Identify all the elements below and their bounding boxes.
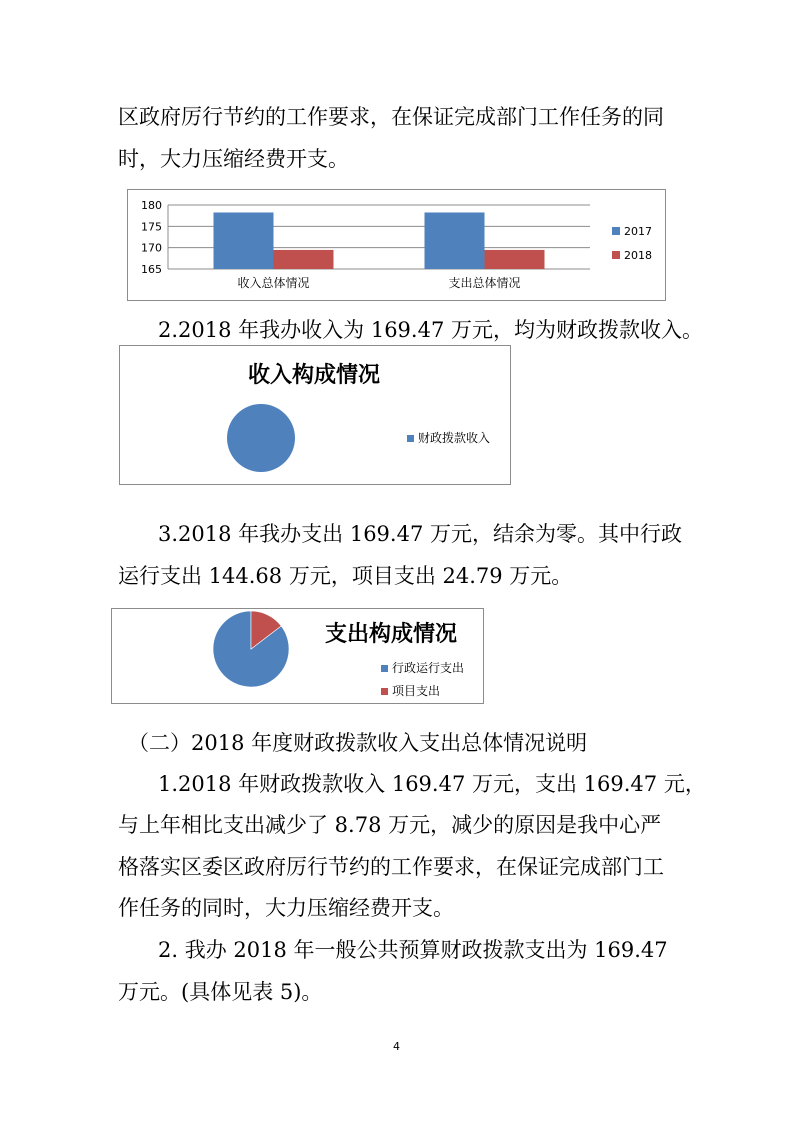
bar-2017 <box>425 212 485 269</box>
bar-chart-canvas <box>128 190 667 302</box>
pie-chart-income <box>119 345 511 485</box>
legend-swatch <box>381 665 388 672</box>
paragraph-line: 格落实区委区政府厉行节约的工作要求，在保证完成部门工 <box>118 855 664 879</box>
bar-chart-income-expense <box>127 189 666 301</box>
y-tick-label: 180 <box>141 199 162 212</box>
paragraph-line: 3.2018 年我办支出 169.47 万元，结余为零。其中行政 <box>158 522 682 546</box>
legend-swatch <box>612 227 620 235</box>
pie-chart-expense-canvas <box>112 609 485 705</box>
page-number: 4 <box>393 1040 400 1053</box>
chart-title: 收入构成情况 <box>247 363 381 388</box>
bar-2017 <box>214 212 274 269</box>
x-category-label: 收入总体情况 <box>237 276 310 290</box>
legend-swatch <box>407 435 414 442</box>
legend-swatch <box>612 251 620 259</box>
chart-title: 支出构成情况 <box>325 622 458 647</box>
paragraph-line: 与上年相比支出减少了 8.78 万元，减少的原因是我中心严 <box>118 813 662 837</box>
legend-label: 行政运行支出 <box>392 661 465 675</box>
legend-label: 项目支出 <box>392 684 441 698</box>
pie-chart-income-canvas <box>120 346 512 486</box>
y-tick-label: 170 <box>141 241 162 255</box>
legend-label: 财政拨款收入 <box>418 431 491 445</box>
legend-swatch <box>381 688 388 695</box>
legend-label: 2018 <box>624 249 652 262</box>
legend-label: 2017 <box>624 225 652 238</box>
paragraph-line: 2.2018 年我办收入为 169.47 万元，均为财政拨款收入。 <box>158 318 703 342</box>
y-tick-label: 165 <box>141 263 162 276</box>
paragraph-line: 时，大力压缩经费开支。 <box>118 147 349 171</box>
pie-slice <box>227 404 295 472</box>
section-heading: （二）2018 年度财政拨款收入支出总体情况说明 <box>128 731 588 755</box>
pie-chart-expense <box>111 608 484 704</box>
x-category-label: 支出总体情况 <box>448 276 521 290</box>
paragraph-line: 万元。(具体见表 5)。 <box>118 980 323 1004</box>
paragraph-line: 1.2018 年财政拨款收入 169.47 万元，支出 169.47 元， <box>158 772 706 796</box>
paragraph-line: 区政府厉行节约的工作要求，在保证完成部门工作任务的同 <box>118 105 664 129</box>
bar-2018 <box>485 250 545 269</box>
bar-2018 <box>274 250 334 269</box>
y-tick-label: 175 <box>141 220 162 234</box>
paragraph-line: 2. 我办 2018 年一般公共预算财政拨款支出为 169.47 <box>158 938 668 962</box>
paragraph-line: 运行支出 144.68 万元，项目支出 24.79 万元。 <box>118 564 573 588</box>
paragraph-line: 作任务的同时，大力压缩经费开支。 <box>118 896 454 920</box>
